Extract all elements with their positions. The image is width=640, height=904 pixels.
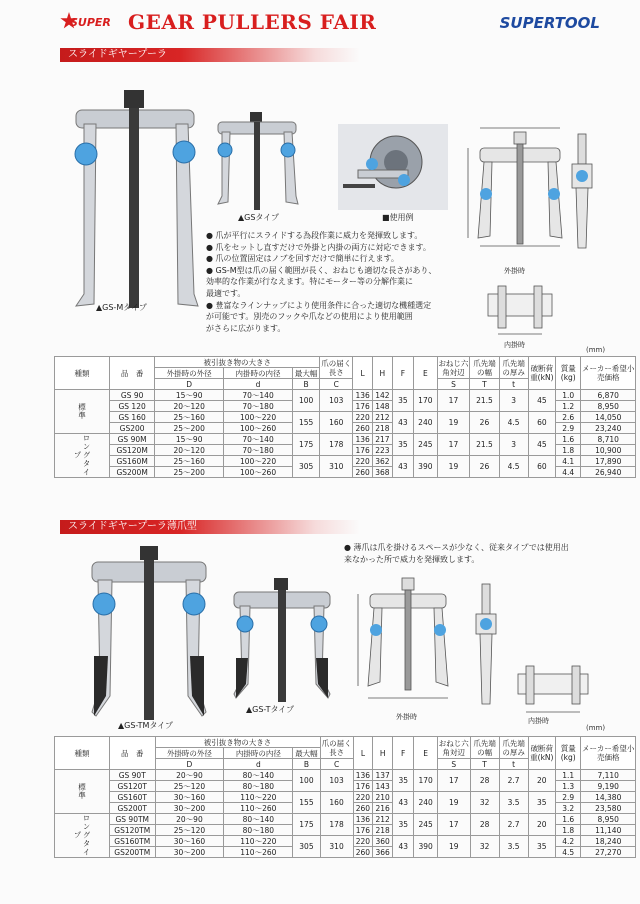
usage-caption: ■使用例 xyxy=(382,213,414,222)
cell-h: 362 xyxy=(372,456,392,467)
cell-f: 43 xyxy=(393,792,414,814)
cell-h: 212 xyxy=(372,412,392,423)
cell-e: 390 xyxy=(414,836,438,858)
cell-d: 70～180 xyxy=(224,445,293,456)
table-row xyxy=(55,434,636,445)
super-logo xyxy=(60,12,118,32)
cell-h: 360 xyxy=(373,836,393,847)
feature-line: 来なかった所で威力を発揮致します。 xyxy=(344,554,480,564)
cell-d: 100～260 xyxy=(224,467,293,478)
feature-line: ● 薄爪は爪を掛けるスペースが少なく、従来タイプでは使用出 xyxy=(344,543,569,552)
section1-features xyxy=(206,230,436,334)
section1-dimension-diagram xyxy=(458,118,618,350)
cell-price: 6,870 xyxy=(581,390,636,401)
cell-kind: 標準 xyxy=(55,390,110,434)
th-outer-sym: D xyxy=(155,379,224,390)
gstm-puller-photo xyxy=(86,546,212,722)
th-outer-sym: D xyxy=(155,759,224,770)
supertool-logo: SUPERTOOL xyxy=(499,14,600,32)
cell-t: 32 xyxy=(470,836,499,858)
cell-d: 110～220 xyxy=(224,836,293,847)
cell-price: 14,050 xyxy=(581,412,636,423)
feature-line: ● 爪の位置固定はノブを回すだけで簡単に行えます。 xyxy=(206,254,399,264)
cell-kg: 1.3 xyxy=(556,781,581,792)
cell-l: 220 xyxy=(353,456,373,467)
cell-l: 136 xyxy=(353,434,373,445)
section1-spec-table xyxy=(54,356,636,478)
cell-price: 9,190 xyxy=(581,781,636,792)
table-row xyxy=(55,456,636,467)
cell-l: 136 xyxy=(353,390,373,401)
cell-h: 223 xyxy=(372,445,392,456)
cell-l: 176 xyxy=(353,445,373,456)
section2-unit: (mm) xyxy=(586,724,606,732)
cell-model: GS160T xyxy=(110,792,156,803)
cell-kg: 4.5 xyxy=(556,847,581,858)
cell-e: 240 xyxy=(414,412,438,434)
cell-s: 19 xyxy=(437,792,470,814)
feature-line: ● 爪をセットし直すだけで外掛と内掛の両方に対応できます。 xyxy=(206,242,431,252)
th-E: E xyxy=(414,357,438,390)
cell-d: 110～260 xyxy=(224,847,293,858)
cell-kg: 1.6 xyxy=(556,814,581,825)
th-load: 破断荷重(kN) xyxy=(528,357,555,390)
cell-t: 28 xyxy=(470,814,499,836)
cell-h: 212 xyxy=(373,814,393,825)
cell-e: 390 xyxy=(414,456,438,478)
th-L: L xyxy=(353,357,373,390)
cell-kg: 2.9 xyxy=(556,792,581,803)
cell-f: 35 xyxy=(393,770,414,792)
cell-s: 17 xyxy=(437,390,470,412)
th-F: F xyxy=(393,737,414,770)
cell-kg: 2.6 xyxy=(556,412,581,423)
cell-kg: 1.6 xyxy=(556,434,581,445)
cell-model: GS 160 xyxy=(110,412,155,423)
cell-price: 10,900 xyxy=(581,445,636,456)
gs-caption: ▲GSタイプ xyxy=(238,213,280,222)
th-E: E xyxy=(414,737,438,770)
cell-d: 20～120 xyxy=(155,401,224,412)
cell-b: 100 xyxy=(293,770,320,792)
th-L: L xyxy=(353,737,373,770)
cell-price: 14,380 xyxy=(581,792,636,803)
cell-t: 3.5 xyxy=(499,836,528,858)
cell-d: 80～180 xyxy=(224,781,293,792)
cell-d: 70～140 xyxy=(224,434,293,445)
cell-c: 310 xyxy=(320,836,353,858)
th-clawT: 爪先端の厚み xyxy=(499,737,528,759)
cell-price: 27,270 xyxy=(581,847,636,858)
table-row xyxy=(55,814,636,825)
th-load: 破断荷重(kN) xyxy=(528,737,555,770)
cell-kg: 4.2 xyxy=(556,836,581,847)
cell-c: 160 xyxy=(320,412,353,434)
cell-price: 8,950 xyxy=(581,814,636,825)
cell-l: 260 xyxy=(353,423,373,434)
cell-s: 17 xyxy=(437,434,470,456)
gsm-caption: ▲GS-Mタイプ xyxy=(96,303,147,312)
cell-s: 19 xyxy=(437,836,470,858)
cell-h: 366 xyxy=(373,847,393,858)
cell-f: 35 xyxy=(392,390,413,412)
cell-d: 15～90 xyxy=(155,434,224,445)
cell-load: 35 xyxy=(528,836,555,858)
cell-l: 176 xyxy=(353,781,373,792)
section1-title: スライドギヤープーラ xyxy=(68,49,167,60)
cell-h: 142 xyxy=(372,390,392,401)
th-outer: 外掛時の外径 xyxy=(155,368,224,379)
gst-puller-photo xyxy=(230,578,334,704)
gstm-caption: ▲GS-TMタイプ xyxy=(118,721,173,730)
section2-title: スライドギヤープーラ薄爪型 xyxy=(68,521,197,532)
cell-l: 136 xyxy=(353,814,373,825)
cell-kg: 4.1 xyxy=(556,456,581,467)
cell-f: 35 xyxy=(392,434,413,456)
table-row xyxy=(55,770,636,781)
th-mass: 質量(kg) xyxy=(556,737,581,770)
cell-model: GS 90 xyxy=(110,390,155,401)
th-inner-sym: d xyxy=(224,759,293,770)
cell-kg: 1.8 xyxy=(556,825,581,836)
table-row xyxy=(55,792,636,803)
cell-d: 70～180 xyxy=(224,401,293,412)
cell-model: GS160TM xyxy=(110,836,156,847)
th-maxw: 最大幅 xyxy=(293,748,320,759)
cell-h: 217 xyxy=(372,434,392,445)
cell-load: 60 xyxy=(528,456,555,478)
cell-price: 8,950 xyxy=(581,401,636,412)
cell-l: 260 xyxy=(353,803,373,814)
super-logo-text: SUPER xyxy=(70,16,111,29)
cell-d: 70～140 xyxy=(224,390,293,401)
th-inner-sym: d xyxy=(224,379,293,390)
cell-d: 25～160 xyxy=(155,412,224,423)
cell-model: GS 120 xyxy=(110,401,155,412)
feature-line: 最適です。 xyxy=(206,288,246,298)
cell-b: 155 xyxy=(293,792,320,814)
feature-line: ● 爪が平行にスライドする為段作業に威力を発揮致します。 xyxy=(206,231,423,240)
cell-t: 3 xyxy=(499,390,528,412)
cell-d: 30～200 xyxy=(155,847,224,858)
feature-line: 効率的な作業が行なえます。特にモーター等の分解作業に xyxy=(206,277,414,287)
th-hex-sym: S xyxy=(437,759,470,770)
feature-line: ● GS-M型は爪の届く範囲が長く、おねじも適切な長さがあり、 xyxy=(206,265,437,275)
cell-s: 19 xyxy=(437,412,470,434)
cell-kg: 1.8 xyxy=(556,445,581,456)
cell-d: 20～90 xyxy=(155,770,224,781)
cell-h: 218 xyxy=(372,423,392,434)
cell-d: 80～180 xyxy=(224,825,293,836)
cell-t: 2.7 xyxy=(499,814,528,836)
th-model: 品 番 xyxy=(110,357,155,390)
th-H: H xyxy=(372,357,392,390)
th-inner: 内掛時の内径 xyxy=(224,368,293,379)
cell-kind: ロングタイプ xyxy=(55,434,110,478)
cell-d: 110～260 xyxy=(224,803,293,814)
cell-l: 220 xyxy=(353,836,373,847)
section1-title-bar xyxy=(60,48,360,62)
feature-line: がさらに広がります。 xyxy=(206,323,286,333)
cell-c: 310 xyxy=(320,456,353,478)
th-mass: 質量(kg) xyxy=(556,357,581,390)
section1-outer-label: 外掛時 xyxy=(504,267,525,275)
cell-d: 25～120 xyxy=(155,781,224,792)
cell-b: 305 xyxy=(292,456,319,478)
usage-example-photo xyxy=(338,124,448,210)
cell-load: 20 xyxy=(528,770,555,792)
cell-load: 60 xyxy=(528,412,555,434)
table-row xyxy=(55,412,636,423)
cell-t: 26 xyxy=(470,456,499,478)
cell-f: 43 xyxy=(393,836,414,858)
cell-d: 110～220 xyxy=(224,792,293,803)
cell-kg: 4.4 xyxy=(556,467,581,478)
feature-line: ● 豊富なラインナップにより使用条件に合った適切な機種選定 xyxy=(206,300,432,310)
cell-h: 216 xyxy=(373,803,393,814)
cell-l: 260 xyxy=(353,467,373,478)
cell-d: 25～200 xyxy=(155,467,224,478)
cell-load: 35 xyxy=(528,792,555,814)
cell-d: 30～160 xyxy=(155,836,224,847)
cell-model: GS200TM xyxy=(110,847,156,858)
cell-price: 23,580 xyxy=(581,803,636,814)
cell-t: 26 xyxy=(470,412,499,434)
cell-e: 240 xyxy=(414,792,438,814)
cell-d: 80～140 xyxy=(224,814,293,825)
cell-model: GS200 xyxy=(110,423,155,434)
cell-t: 4.5 xyxy=(499,412,528,434)
table-row xyxy=(55,390,636,401)
th-clawT-sym: t xyxy=(499,759,528,770)
cell-load: 45 xyxy=(528,434,555,456)
th-clawW-sym: T xyxy=(470,379,499,390)
cell-b: 100 xyxy=(292,390,319,412)
cell-e: 170 xyxy=(414,390,438,412)
gst-caption: ▲GS-Tタイプ xyxy=(246,705,295,714)
cell-b: 305 xyxy=(293,836,320,858)
cell-kg: 1.1 xyxy=(556,770,581,781)
cell-l: 220 xyxy=(353,412,373,423)
cell-d: 80～140 xyxy=(224,770,293,781)
cell-d: 25～200 xyxy=(155,423,224,434)
cell-s: 19 xyxy=(437,456,470,478)
cell-model: GS 90TM xyxy=(110,814,156,825)
th-clawT: 爪先端の厚み xyxy=(499,357,528,379)
cell-e: 170 xyxy=(414,770,438,792)
cell-f: 43 xyxy=(392,412,413,434)
cell-d: 30～200 xyxy=(155,803,224,814)
th-range: 被引抜き物の大きさ xyxy=(155,357,320,368)
cell-kg: 1.2 xyxy=(556,401,581,412)
th-clawW: 爪先端の幅 xyxy=(470,737,499,759)
cell-f: 35 xyxy=(393,814,414,836)
section1-unit: (mm) xyxy=(586,346,606,354)
th-clawT-sym: t xyxy=(499,379,528,390)
th-outer: 外掛時の外径 xyxy=(155,748,224,759)
cell-d: 25～120 xyxy=(155,825,224,836)
cell-s: 17 xyxy=(437,814,470,836)
cell-c: 103 xyxy=(320,390,353,412)
th-model: 品 番 xyxy=(110,737,156,770)
cell-kg: 3.2 xyxy=(556,803,581,814)
cell-d: 25～160 xyxy=(155,456,224,467)
cell-l: 136 xyxy=(353,770,373,781)
th-clawW-sym: T xyxy=(470,759,499,770)
th-maxw: 最大幅 xyxy=(292,368,319,379)
cell-price: 26,940 xyxy=(581,467,636,478)
cell-t: 2.7 xyxy=(499,770,528,792)
cell-kg: 1.0 xyxy=(556,390,581,401)
page-header xyxy=(0,0,640,44)
cell-t: 21.5 xyxy=(470,434,499,456)
cell-t: 3.5 xyxy=(499,792,528,814)
cell-load: 20 xyxy=(528,814,555,836)
section1-inner-label: 内掛時 xyxy=(504,341,525,349)
table-row xyxy=(55,836,636,847)
cell-price: 23,240 xyxy=(581,423,636,434)
cell-s: 17 xyxy=(437,770,470,792)
cell-load: 45 xyxy=(528,390,555,412)
section2-dimension-diagram xyxy=(352,574,622,724)
cell-b: 155 xyxy=(292,412,319,434)
th-inner: 内掛時の内径 xyxy=(224,748,293,759)
th-kind: 種類 xyxy=(55,737,110,770)
cell-model: GS120TM xyxy=(110,825,156,836)
cell-l: 176 xyxy=(353,825,373,836)
cell-f: 43 xyxy=(392,456,413,478)
cell-b: 175 xyxy=(292,434,319,456)
cell-t: 4.5 xyxy=(499,456,528,478)
cell-model: GS 90M xyxy=(110,434,155,445)
th-reach-sym: C xyxy=(320,379,353,390)
cell-kg: 2.9 xyxy=(556,423,581,434)
cell-t: 28 xyxy=(470,770,499,792)
section2-inner-label: 内掛時 xyxy=(528,717,549,725)
cell-kind: ロングタイプ xyxy=(55,814,110,858)
cell-l: 260 xyxy=(353,847,373,858)
cell-d: 100～220 xyxy=(224,412,293,423)
th-reach-sym: C xyxy=(320,759,353,770)
section2-features xyxy=(344,542,569,565)
cell-price: 8,710 xyxy=(581,434,636,445)
cell-l: 176 xyxy=(353,401,373,412)
cell-h: 143 xyxy=(373,781,393,792)
section2-title-bar xyxy=(60,520,360,534)
cell-c: 160 xyxy=(320,792,353,814)
th-reach: 爪の届く長さ xyxy=(321,358,352,377)
cell-c: 178 xyxy=(320,434,353,456)
th-range: 被引抜き物の大きさ xyxy=(155,737,320,748)
th-kind: 種類 xyxy=(55,357,110,390)
cell-price: 11,140 xyxy=(581,825,636,836)
cell-model: GS160M xyxy=(110,456,155,467)
cell-e: 245 xyxy=(414,814,438,836)
section2-outer-label: 外掛時 xyxy=(396,713,417,721)
gsm-puller-photo xyxy=(66,84,206,316)
th-hex-sym: S xyxy=(437,379,470,390)
th-clawW: 爪先端の幅 xyxy=(470,357,499,379)
gs-puller-photo xyxy=(214,112,300,212)
th-maxw-sym: B xyxy=(293,759,320,770)
cell-c: 178 xyxy=(320,814,353,836)
cell-e: 245 xyxy=(414,434,438,456)
cell-h: 137 xyxy=(373,770,393,781)
cell-h: 210 xyxy=(373,792,393,803)
cell-d: 100～260 xyxy=(224,423,293,434)
th-F: F xyxy=(392,357,413,390)
section2-spec-table xyxy=(54,736,636,858)
th-H: H xyxy=(373,737,393,770)
th-price: メーカー希望小売価格 xyxy=(581,357,636,390)
cell-price: 18,240 xyxy=(581,836,636,847)
th-hex: おねじ六角対辺 xyxy=(438,738,469,757)
cell-model: GS120T xyxy=(110,781,156,792)
cell-price: 17,890 xyxy=(581,456,636,467)
cell-b: 175 xyxy=(293,814,320,836)
cell-model: GS 90T xyxy=(110,770,156,781)
cell-h: 148 xyxy=(372,401,392,412)
cell-kind: 標準 xyxy=(55,770,110,814)
th-hex: おねじ六角対辺 xyxy=(438,358,469,377)
cell-model: GS200T xyxy=(110,803,156,814)
cell-d: 100～220 xyxy=(224,456,293,467)
cell-t: 21.5 xyxy=(470,390,499,412)
cell-t: 32 xyxy=(470,792,499,814)
feature-line: が可能です。別売のフックや爪などの使用により使用範囲 xyxy=(206,312,413,322)
cell-d: 20～120 xyxy=(155,445,224,456)
cell-t: 3 xyxy=(499,434,528,456)
th-price: メーカー希望小売価格 xyxy=(581,737,636,770)
cell-price: 7,110 xyxy=(581,770,636,781)
cell-d: 15～90 xyxy=(155,390,224,401)
cell-h: 368 xyxy=(372,467,392,478)
cell-model: GS120M xyxy=(110,445,155,456)
page-title: GEAR PULLERS FAIR xyxy=(128,10,377,34)
cell-d: 30～160 xyxy=(155,792,224,803)
cell-l: 220 xyxy=(353,792,373,803)
cell-d: 20～90 xyxy=(155,814,224,825)
cell-model: GS200M xyxy=(110,467,155,478)
th-maxw-sym: B xyxy=(292,379,319,390)
cell-h: 218 xyxy=(373,825,393,836)
cell-c: 103 xyxy=(320,770,353,792)
th-reach: 爪の届く長さ xyxy=(321,738,352,757)
